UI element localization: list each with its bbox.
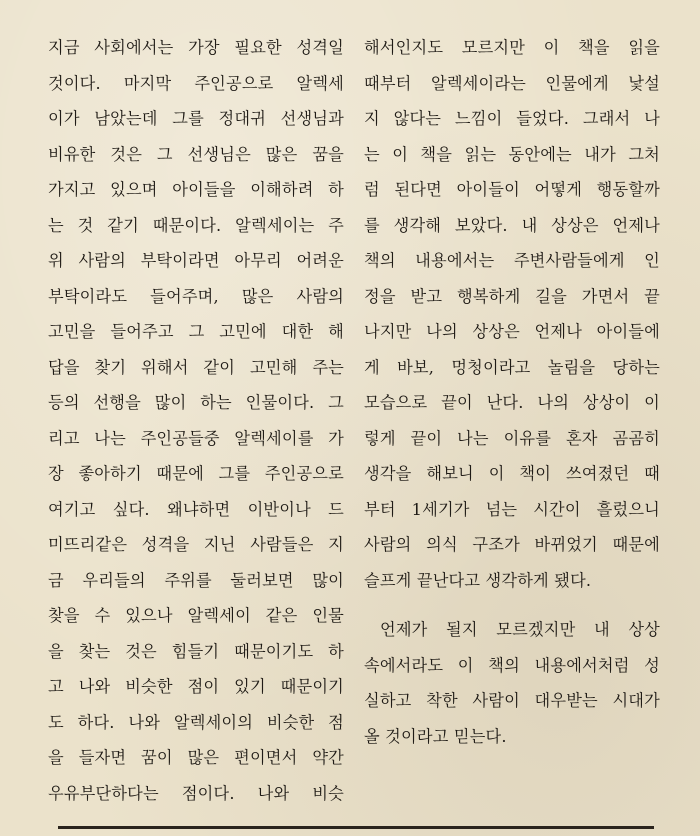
text-line: 속에서라도 이 책의 내용에서처럼 성	[364, 655, 660, 675]
text-line: 렇게 끝이 나는 이유를 혼자 곰곰히	[364, 428, 660, 448]
text-line: 가지고 있으며 아이들을 이해하려 하	[48, 180, 344, 199]
text-line: 답을 찾기 위해서 같이 고민해 주는	[48, 357, 344, 377]
text-line: 리고 나는 주인공들중 알렉세이를 가	[48, 428, 344, 448]
text-line: 때부터 알렉세이라는 인물에게 낯설	[364, 73, 660, 93]
left-column	[48, 30, 344, 811]
text-line: 이가 남았는데 그를 정대귀 선생님과	[48, 109, 344, 128]
text-line: 실하고 착한 사람이 대우받는 시대가	[364, 691, 660, 710]
text-line: 부탁이라도 들어주며, 많은 사람의	[48, 286, 344, 306]
text-line: 장 좋아하기 때문에 그를 주인공으로	[48, 464, 344, 483]
text-line: 을 들자면 꿈이 많은 편이면서 약간	[48, 748, 344, 767]
text-line: 게 바보, 멍청이라고 놀림을 당하는	[364, 357, 660, 377]
text-line: 여기고 싶다. 왜냐하면 이반이나 드	[48, 499, 344, 519]
text-line: 등의 선행을 많이 하는 인물이다. 그	[48, 393, 344, 412]
text-line: 책의 내용에서는 주변사람들에게 인	[364, 251, 660, 270]
text-line: 고민을 들어주고 그 고민에 대한 해	[48, 322, 344, 341]
text-line: 지 않다는 느낌이 들었다. 그래서 나	[364, 109, 660, 128]
bottom-rule	[58, 826, 654, 829]
right-column	[364, 30, 660, 754]
text-line: 것이다. 마지막 주인공으로 알렉세	[48, 73, 344, 93]
text-line: 생각을 해보니 이 책이 쓰여졌던 때	[364, 464, 660, 483]
text-line: 를 생각해 보았다. 내 상상은 언제나	[364, 215, 660, 235]
text-line: 럼 된다면 아이들이 어떻게 행동할까	[364, 180, 660, 199]
text-line: 언제가 될지 모르겠지만 내 상상	[380, 620, 660, 639]
text-line: 나지만 나의 상상은 언제나 아이들에	[364, 322, 660, 341]
text-line: 정을 받고 행복하게 길을 가면서 끝	[364, 286, 660, 306]
text-line: 사람의 의식 구조가 바뀌었기 때문에	[364, 535, 660, 554]
text-line: 지금 사회에서는 가장 필요한 성격일	[48, 38, 344, 57]
right-paragraph-2	[364, 612, 660, 754]
paragraph-gap	[364, 598, 660, 612]
text-line: 비유한 것은 그 선생님은 많은 꿈을	[48, 144, 344, 164]
text-line: 찾을 수 있으나 알렉세이 같은 인물	[48, 606, 344, 625]
text-line: 위 사람의 부탁이라면 아무리 어려운	[48, 251, 344, 270]
text-line: 올 것이라고 믿는다.	[364, 726, 507, 746]
text-line: 부터 1세기가 넘는 시간이 흘렀으니	[364, 499, 660, 519]
text-line: 우유부단하다는 점이다. 나와 비슷	[48, 783, 344, 803]
right-paragraph-1	[364, 30, 660, 598]
text-line: 금 우리들의 주위를 둘러보면 많이	[48, 570, 344, 590]
text-line: 고 나와 비슷한 점이 있기 때문이기	[48, 677, 344, 696]
text-line: 는 것 같기 때문이다. 알렉세이는 주	[48, 215, 344, 235]
text-line: 슬프게 끝난다고 생각하게 됐다.	[364, 570, 592, 590]
text-line: 는 이 책을 읽는 동안에는 내가 그처	[364, 144, 660, 164]
text-line: 을 찾는 것은 힘들기 때문이기도 하	[48, 641, 344, 661]
text-line: 모습으로 끝이 난다. 나의 상상이 이	[364, 393, 660, 412]
text-line: 미뜨리같은 성격을 지닌 사람들은 지	[48, 535, 344, 554]
text-line: 도 하다. 나와 알렉세이의 비슷한 점	[48, 712, 344, 732]
text-line: 해서인지도 모르지만 이 책을 읽을	[364, 38, 660, 57]
